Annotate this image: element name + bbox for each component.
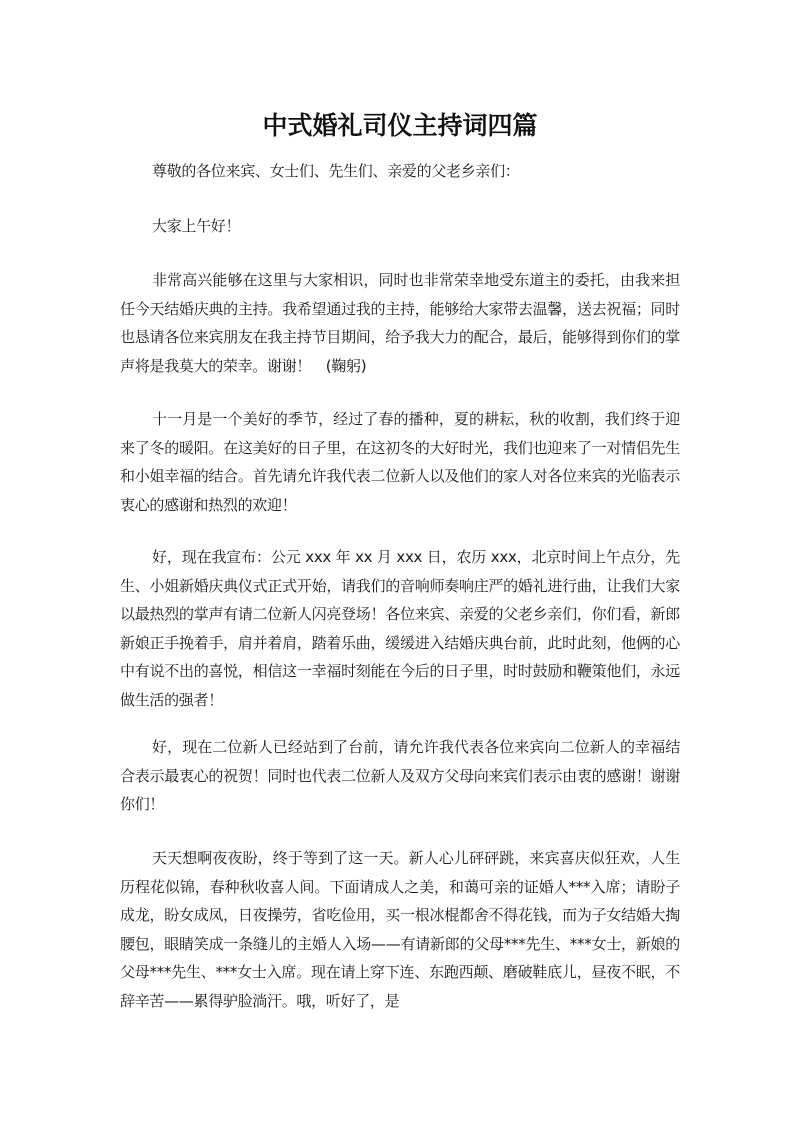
- intro-paragraph: 非常高兴能够在这里与大家相识，同时也非常荣幸地受东道主的委托，由我来担任今天结婚庆典的主持。我希望通过我的主持，能够给大家带去温馨，送去祝福；同时也恳请各位来宾朋友在我主持节目期间，给予我大力的配合，最后，能够得到你们的掌声将是我莫大的荣幸。谢谢！ (鞠躬): [120, 271, 680, 375]
- parents-paragraph: 天天想啊夜夜盼，终于等到了这一天。新人心儿砰砰跳，来宾喜庆似狂欢，人生历程花似锦，春种秋收喜人间。下面请成人之美，和蔼可亲的证婚人***入席；请盼子成龙，盼女成凤，日夜操劳，省吃俭用，买一根冰棍都舍不得花钱，而为子女结婚大掏腰包，眼睛笑成一条缝儿的主婚人入场——有请新郎的父母***先生、***女士，新娘的父母***先生、***女士入席。现在请上穿下连、东跑西颠、磨破鞋底儿，昼夜不眠，不辞辛苦——累得驴脸淌汗。哦，听好了，是: [120, 849, 680, 1010]
- salutation-paragraph: 尊敬的各位来宾、女士们、先生们、亲爱的父老乡亲们：: [152, 162, 520, 180]
- congratulation-paragraph: 好，现在二位新人已经站到了台前，请允许我代表各位来宾向二位新人的幸福结合表示最衷心的祝贺！同时也代表二位新人及双方父母向来宾们表示由衷的感谢！谢谢你们！: [120, 738, 680, 813]
- announcement-paragraph: 好，现在我宣布：公元 xxx 年 xx 月 xxx 日，农历 xxx，北京时间上午点分，先生、小姐新婚庆典仪式正式开始，请我们的音响师奏响庄严的婚礼进行曲，让我们大家以最热烈的掌声有请二位新人闪亮登场！各位来宾、亲爱的父老乡亲们，你们看，新郎新娘正手挽着手，肩并着肩，踏着乐曲，缓缓进入结婚庆典台前，此时此刻，他俩的心中有说不出的喜悦，相信这一幸福时刻能在今后的日子里，时时鼓励和鞭策他们，永远做生活的强者！: [120, 548, 680, 709]
- season-paragraph: 十一月是一个美好的季节，经过了春的播种，夏的耕耘，秋的收割，我们终于迎来了冬的暖阳。在这美好的日子里，在这初冬的大好时光，我们也迎来了一对情侣先生和小姐幸福的结合。首先请允许我代表二位新人以及他们的家人对各位来宾的光临表示衷心的感谢和热烈的欢迎！: [120, 410, 680, 514]
- document-title: 中式婚礼司仪主持词四篇: [262, 111, 538, 140]
- greeting-paragraph: 大家上午好！: [152, 217, 241, 235]
